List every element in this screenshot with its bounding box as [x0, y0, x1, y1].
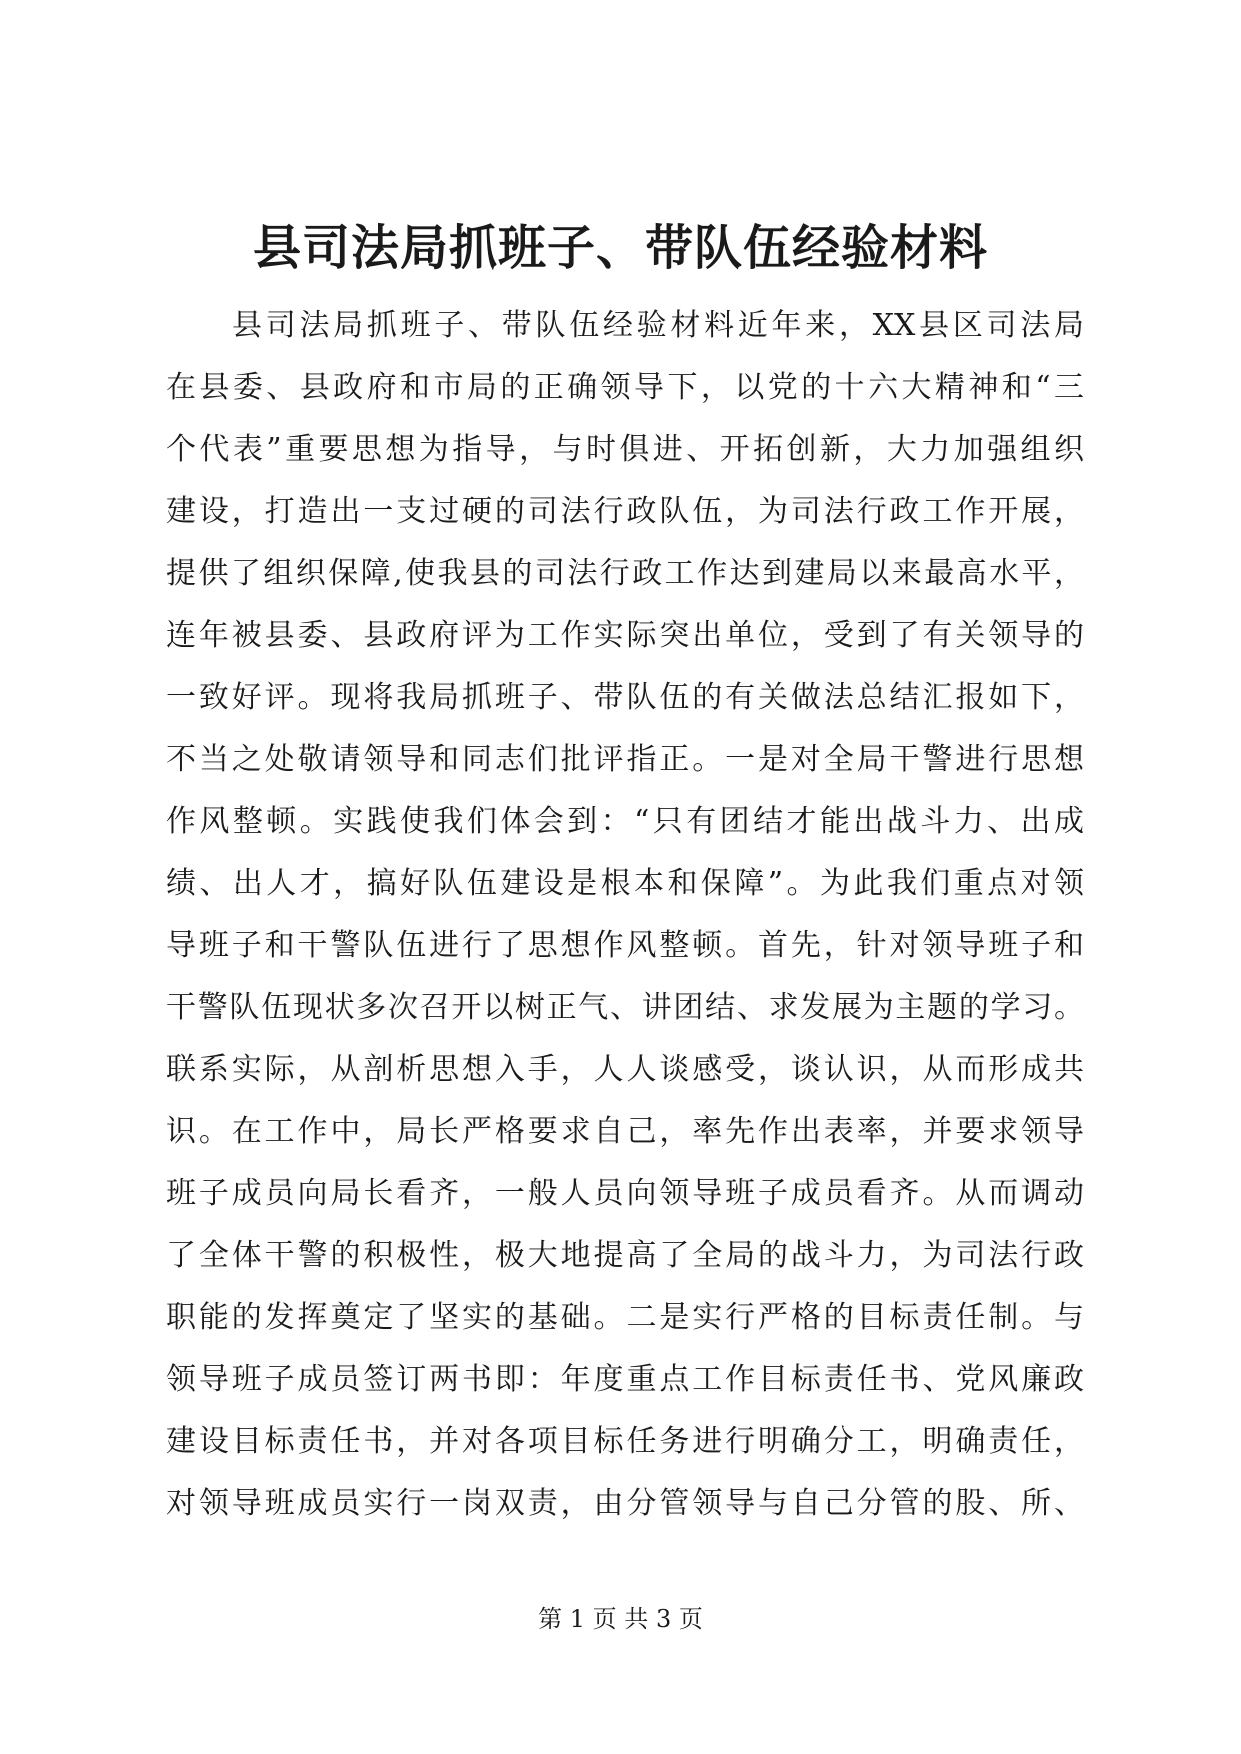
body-line: 了全体干警的积极性，极大地提高了全局的战斗力，为司法行政 [166, 1238, 1084, 1273]
body-line: 导班子和干警队伍进行了思想作风整顿。首先，针对领导班子和 [166, 928, 1084, 963]
body-line: 绩、出人才，搞好队伍建设是根本和保障”。为此我们重点对领 [166, 866, 1084, 901]
body-line: 个代表”重要思想为指导，与时俱进、开拓创新，大力加强组织 [166, 432, 1084, 467]
body-line: 对领导班成员实行一岗双责，由分管领导与自己分管的股、所、 [166, 1486, 1084, 1521]
body-line: 县司法局抓班子、带队伍经验材料近年来，XX县区司法局 [232, 308, 1084, 343]
body-line: 识。在工作中，局长严格要求自己，率先作出表率，并要求领导 [166, 1114, 1084, 1149]
body-line: 在县委、县政府和市局的正确领导下，以党的十六大精神和“三 [166, 370, 1084, 405]
body-line: 领导班子成员签订两书即：年度重点工作目标责任书、党风廉政 [166, 1362, 1084, 1397]
document-title: 县司法局抓班子、带队伍经验材料 [252, 220, 988, 276]
body-line: 建设，打造出一支过硬的司法行政队伍，为司法行政工作开展， [166, 494, 1084, 529]
body-line: 职能的发挥奠定了坚实的基础。二是实行严格的目标责任制。与 [166, 1300, 1084, 1335]
body-line: 建设目标责任书，并对各项目标任务进行明确分工，明确责任， [166, 1424, 1084, 1459]
body-line: 作风整顿。实践使我们体会到：“只有团结才能出战斗力、出成 [166, 804, 1084, 839]
body-line: 一致好评。现将我局抓班子、带队伍的有关做法总结汇报如下， [166, 680, 1084, 715]
document-body [166, 295, 1084, 1535]
page-number: 第 1 页 共 3 页 [538, 1605, 703, 1633]
body-line: 班子成员向局长看齐，一般人员向领导班子成员看齐。从而调动 [166, 1176, 1084, 1211]
body-line: 连年被县委、县政府评为工作实际突出单位，受到了有关领导的 [166, 618, 1084, 653]
body-line: 干警队伍现状多次召开以树正气、讲团结、求发展为主题的学习。 [166, 990, 1084, 1025]
body-line: 不当之处敬请领导和同志们批评指正。一是对全局干警进行思想 [166, 742, 1084, 777]
body-line: 联系实际，从剖析思想入手，人人谈感受，谈认识，从而形成共 [166, 1052, 1084, 1087]
body-line: 提供了组织保障,使我县的司法行政工作达到建局以来最高水平， [166, 556, 1084, 591]
